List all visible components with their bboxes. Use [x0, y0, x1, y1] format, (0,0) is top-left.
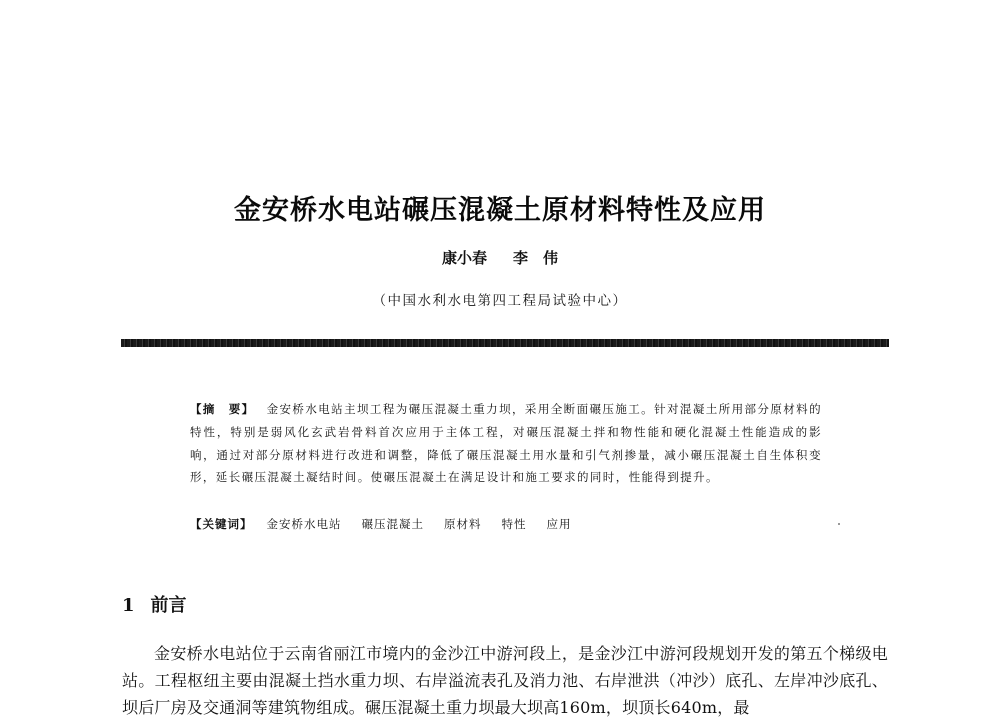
header-divider [121, 339, 889, 347]
affiliation: （中国水利水电第四工程局试验中心） [372, 293, 628, 309]
abstract-text: 金安桥水电站主坝工程为碾压混凝土重力坝，采用全断面碾压施工。针对混凝土所用部分原材料的特性，特别是弱风化玄武岩骨料首次应用于主体工程，对碾压混凝土拌和物性能和硬化混凝土性能造成的影响，通过对部分原材料进行改进和调整，降低了碾压混凝土用水量和引气剂掺量，减小碾压混凝土自生体积变形，延长碾压混凝土凝结时间。使碾压混凝土在满足设计和施工要求的同时，性能得到提升。 [190, 402, 823, 485]
keywords [190, 513, 830, 535]
section-heading [122, 591, 187, 617]
keywords-label: 【关键词】 [190, 517, 253, 531]
keyword: 金安桥水电站 [266, 517, 342, 531]
authors [0, 247, 1000, 268]
keyword: 特性 [501, 517, 527, 531]
body-paragraph: 金安桥水电站位于云南省丽江市境内的金沙江中游河段上，是金沙江中游河段规划开发的第五个梯级电站。工程枢纽主要由混凝土挡水重力坝、右岸溢流表孔及消力池、右岸泄洪（冲沙）底孔、左岸冲沙底孔、坝后厂房及交通洞等建筑物组成。碾压混凝土重力坝最大坝高160m，坝顶长640m，最 [122, 644, 888, 717]
abstract-label: 【摘 要】 [190, 402, 255, 416]
paper-title: 金安桥水电站碾压混凝土原材料特性及应用 [234, 195, 766, 226]
keyword: 应用 [546, 517, 572, 531]
keyword: 原材料 [444, 517, 482, 531]
abstract [190, 398, 822, 489]
author-name: 李 伟 [513, 249, 559, 267]
scan-speck [838, 523, 840, 525]
section-number: 1 [122, 595, 135, 616]
author-name: 康小春 [441, 249, 487, 267]
section-title: 前言 [150, 595, 187, 616]
keyword: 碾压混凝土 [361, 517, 424, 531]
